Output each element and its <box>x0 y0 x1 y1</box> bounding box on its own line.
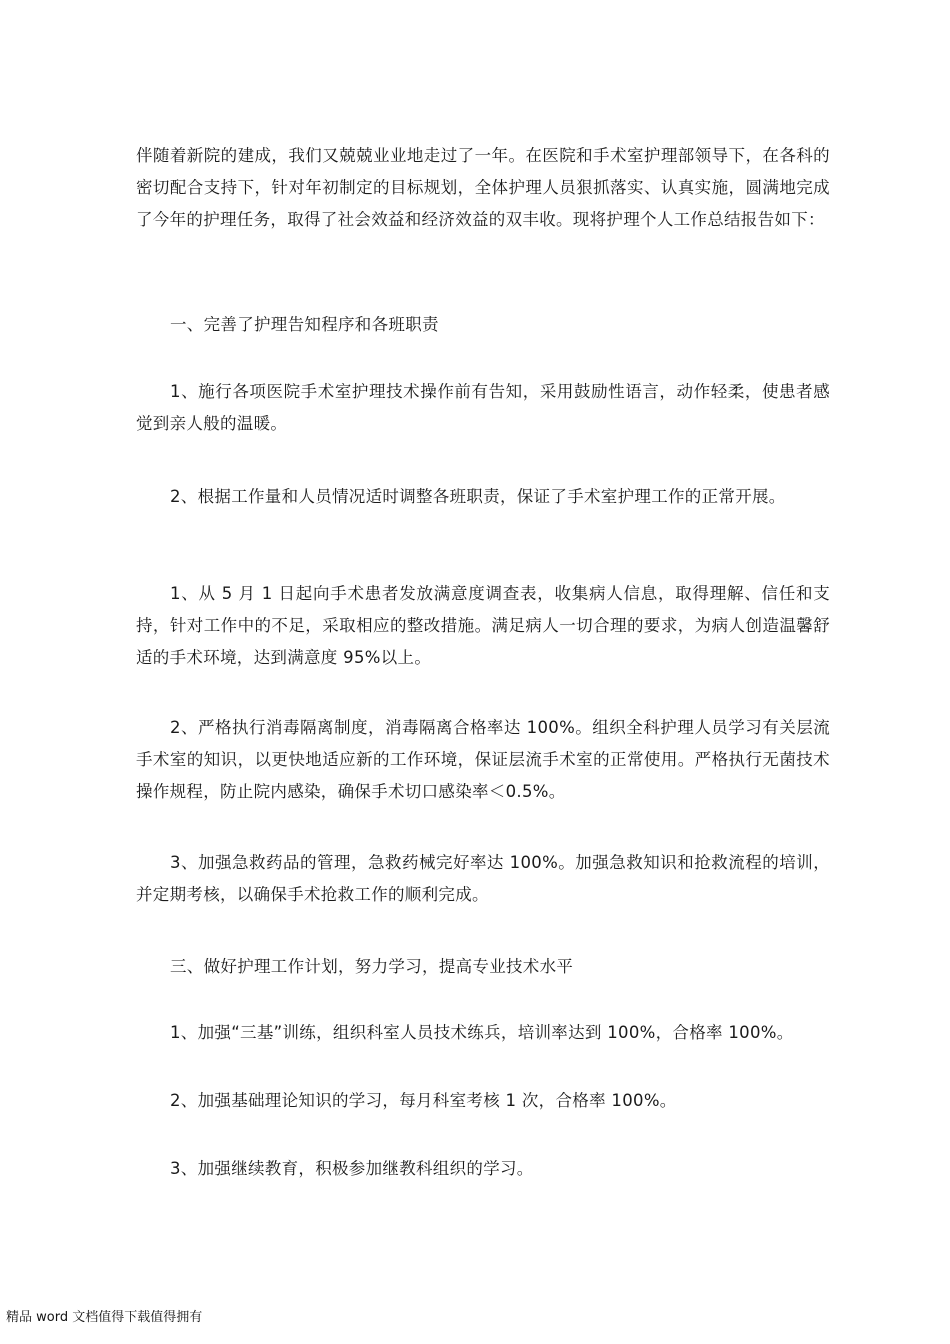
intro-paragraph: 伴随着新院的建成，我们又兢兢业业地走过了一年。在医院和手术室护理部领导下，在各科的密切配合支持下，针对年初制定的目标规划，全体护理人员狠抓落实、认真实施，圆满地完成了今年的护理任务，取得了社会效益和经济效益的双丰收。现将护理个人工作总结报告如下： <box>136 146 830 229</box>
section-1-item-2: 2、根据工作量和人员情况适时调整各班职责，保证了手术室护理工作的正常开展。 <box>170 487 786 506</box>
section-2-item-1: 1、从 5 月 1 日起向手术患者发放满意度调查表，收集病人信息，取得理解、信任和支持，针对工作中的不足，采取相应的整改措施。满足病人一切合理的要求，为病人创造温馨舒适的手术环境，达到满意度 95%以上。 <box>136 584 830 667</box>
section-3-heading: 三、做好护理工作计划，努力学习，提高专业技术水平 <box>170 957 574 976</box>
section-2-item-2: 2、严格执行消毒隔离制度，消毒隔离合格率达 100%。组织全科护理人员学习有关层流手术室的知识，以更快地适应新的工作环境，保证层流手术室的正常使用。严格执行无菌技术操作规程，防止院内感染，确保手术切口感染率＜0.5%。 <box>136 718 830 801</box>
section-1-heading: 一、完善了护理告知程序和各班职责 <box>170 315 439 334</box>
footer-note: 精品 word 文档值得下载值得拥有 <box>6 1310 203 1325</box>
section-2-item-3: 3、加强急救药品的管理，急救药械完好率达 100%。加强急救知识和抢救流程的培训，并定期考核，以确保手术抢救工作的顺利完成。 <box>136 853 830 904</box>
section-1-item-1: 1、施行各项医院手术室护理技术操作前有告知，采用鼓励性语言，动作轻柔，使患者感觉到亲人般的温暖。 <box>136 382 830 433</box>
section-3-item-1: 1、加强“三基”训练，组织科室人员技术练兵，培训率达到 100%，合格率 100%。 <box>170 1023 794 1042</box>
section-3-item-2: 2、加强基础理论知识的学习，每月科室考核 1 次，合格率 100%。 <box>170 1091 677 1110</box>
section-3-item-3: 3、加强继续教育，积极参加继教科组织的学习。 <box>170 1159 534 1178</box>
